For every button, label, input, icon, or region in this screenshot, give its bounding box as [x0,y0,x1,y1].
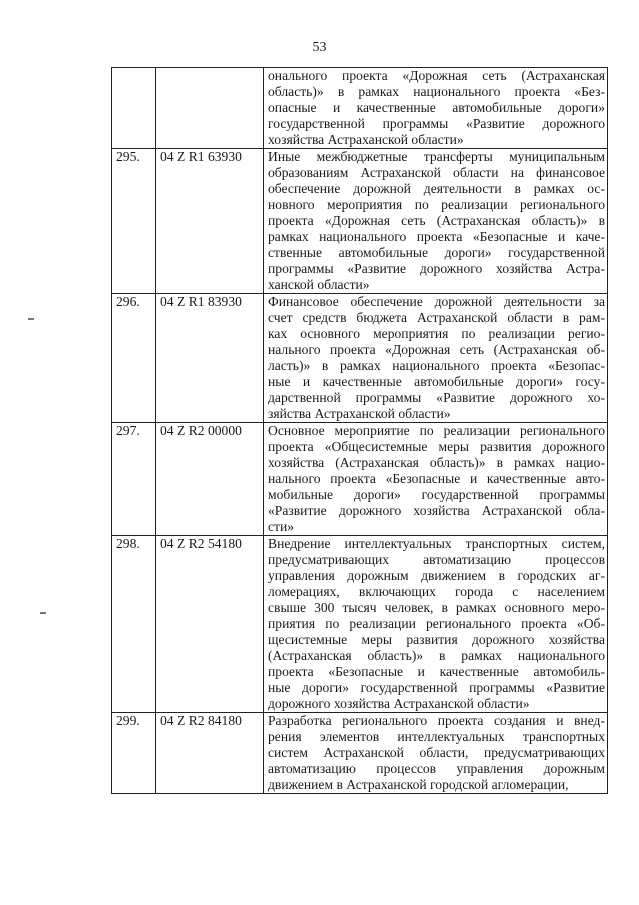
description-line: ные дороги» государственной программы «Развитие [268,680,605,695]
table-row [112,536,608,713]
description-line: новного мероприятия по реализации регионального [268,197,605,212]
description-line: зяйства Астраханской области» [268,406,451,421]
description-line: управления дорожным движением в городских аг- [268,568,605,583]
row-number: 295. [112,149,156,294]
description-line: сти» [268,519,295,534]
description-line: щесистемные меры развития дорожного хозяйства [268,632,605,647]
description-line: дарственной программы «Развитие дорожного хо- [268,390,605,405]
description-line: приятия по реализации регионального проекта «Об- [268,616,605,631]
table-row [112,294,608,423]
table-row [112,68,608,149]
description-line: движением в Астраханской городской агломерации, [268,777,569,792]
description-line: ханской области» [268,277,370,292]
description-line: Основное мероприятие по реализации регионального [268,423,605,438]
description-line: область)» в рамках национального проекта «Без- [268,84,605,99]
classification-code: 04 Z R1 63930 [156,149,264,294]
table-row [112,423,608,536]
description-line: ственные автомобильные дороги» государственной [268,245,605,260]
description-line: нального проекта «Дорожная сеть (Астраханская об- [268,342,605,357]
description-line: Внедрение интеллектуальных транспортных систем, [268,536,605,551]
description-line: хозяйства Астраханской области» [268,132,464,147]
description-line: ках основного мероприятия по реализации регио- [268,326,605,341]
description-line: проекта «Безопасные и качественные автомобиль- [268,664,605,679]
row-number: 296. [112,294,156,423]
classification-code: 04 Z R2 00000 [156,423,264,536]
description-line: (Астраханская область)» в рамках национального [268,648,605,663]
description-line: программы «Развитие дорожного хозяйства Астра- [268,261,605,276]
expense-description [264,68,608,149]
classification-code: 04 Z R1 83930 [156,294,264,423]
row-number [112,68,156,149]
description-line: Финансовое обеспечение дорожной деятельности за [268,294,605,309]
classification-code [156,68,264,149]
description-line: свыше 300 тысяч человек, в рамках основного меро- [268,600,605,615]
expense-description [264,149,608,294]
table-row [112,149,608,294]
row-number: 299. [112,713,156,794]
classification-code: 04 Z R2 54180 [156,536,264,713]
description-line: нального проекта «Безопасные и качественные авто- [268,471,605,486]
description-line: опасные и качественные автомобильные дороги» [268,100,605,115]
expense-description [264,536,608,713]
description-line: образованиям Астраханской области на финансовое [268,165,605,180]
expense-description [264,423,608,536]
row-number: 297. [112,423,156,536]
description-line: хозяйства (Астраханская область)» в рамках нацио- [268,455,605,470]
description-line: систем Астраханской области, предусматривающих [268,745,605,760]
description-line: «Развитие дорожного хозяйства Астраханской обла- [268,503,605,518]
description-line: автоматизацию процессов управления дорожным [268,761,605,776]
budget-classification-table [111,67,608,794]
description-line: ные и качественные автомобильные дороги» госу- [268,374,605,389]
description-line: проекта «Общесистемные меры развития дорожного [268,439,605,454]
expense-description [264,294,608,423]
description-line: ласть)» в рамках национального проекта «Безопас- [268,358,605,373]
expense-description [264,713,608,794]
description-line: онального проекта «Дорожная сеть (Астраханская [268,68,605,83]
description-line: рения элементов интеллектуальных транспортных [268,729,605,744]
table-body [112,68,608,794]
row-number: 298. [112,536,156,713]
description-line: проекта «Дорожная сеть (Астраханская область)» в [268,213,605,228]
description-line: обеспечение дорожной деятельности в рамках ос- [268,181,605,196]
description-line: ломерациях, включающих города с населением [268,584,605,599]
description-line: мобильные дороги» государственной программы [268,487,605,502]
classification-code: 04 Z R2 84180 [156,713,264,794]
description-line: предусматривающих автоматизацию процессов [268,552,605,567]
description-line: государственной программы «Развитие дорожного [268,116,605,131]
page-number: 53 [312,40,327,55]
scan-mark [40,612,46,614]
description-line: Разработка регионального проекта создания и внед- [268,713,605,728]
description-line: дорожного хозяйства Астраханской области» [268,696,530,711]
description-line: счет средств бюджета Астраханской области в рам- [268,310,605,325]
table-row [112,713,608,794]
description-line: Иные межбюджетные трансферты муниципальным [268,149,605,164]
scan-mark [28,318,34,320]
description-line: рамках национального проекта «Безопасные и каче- [268,229,605,244]
